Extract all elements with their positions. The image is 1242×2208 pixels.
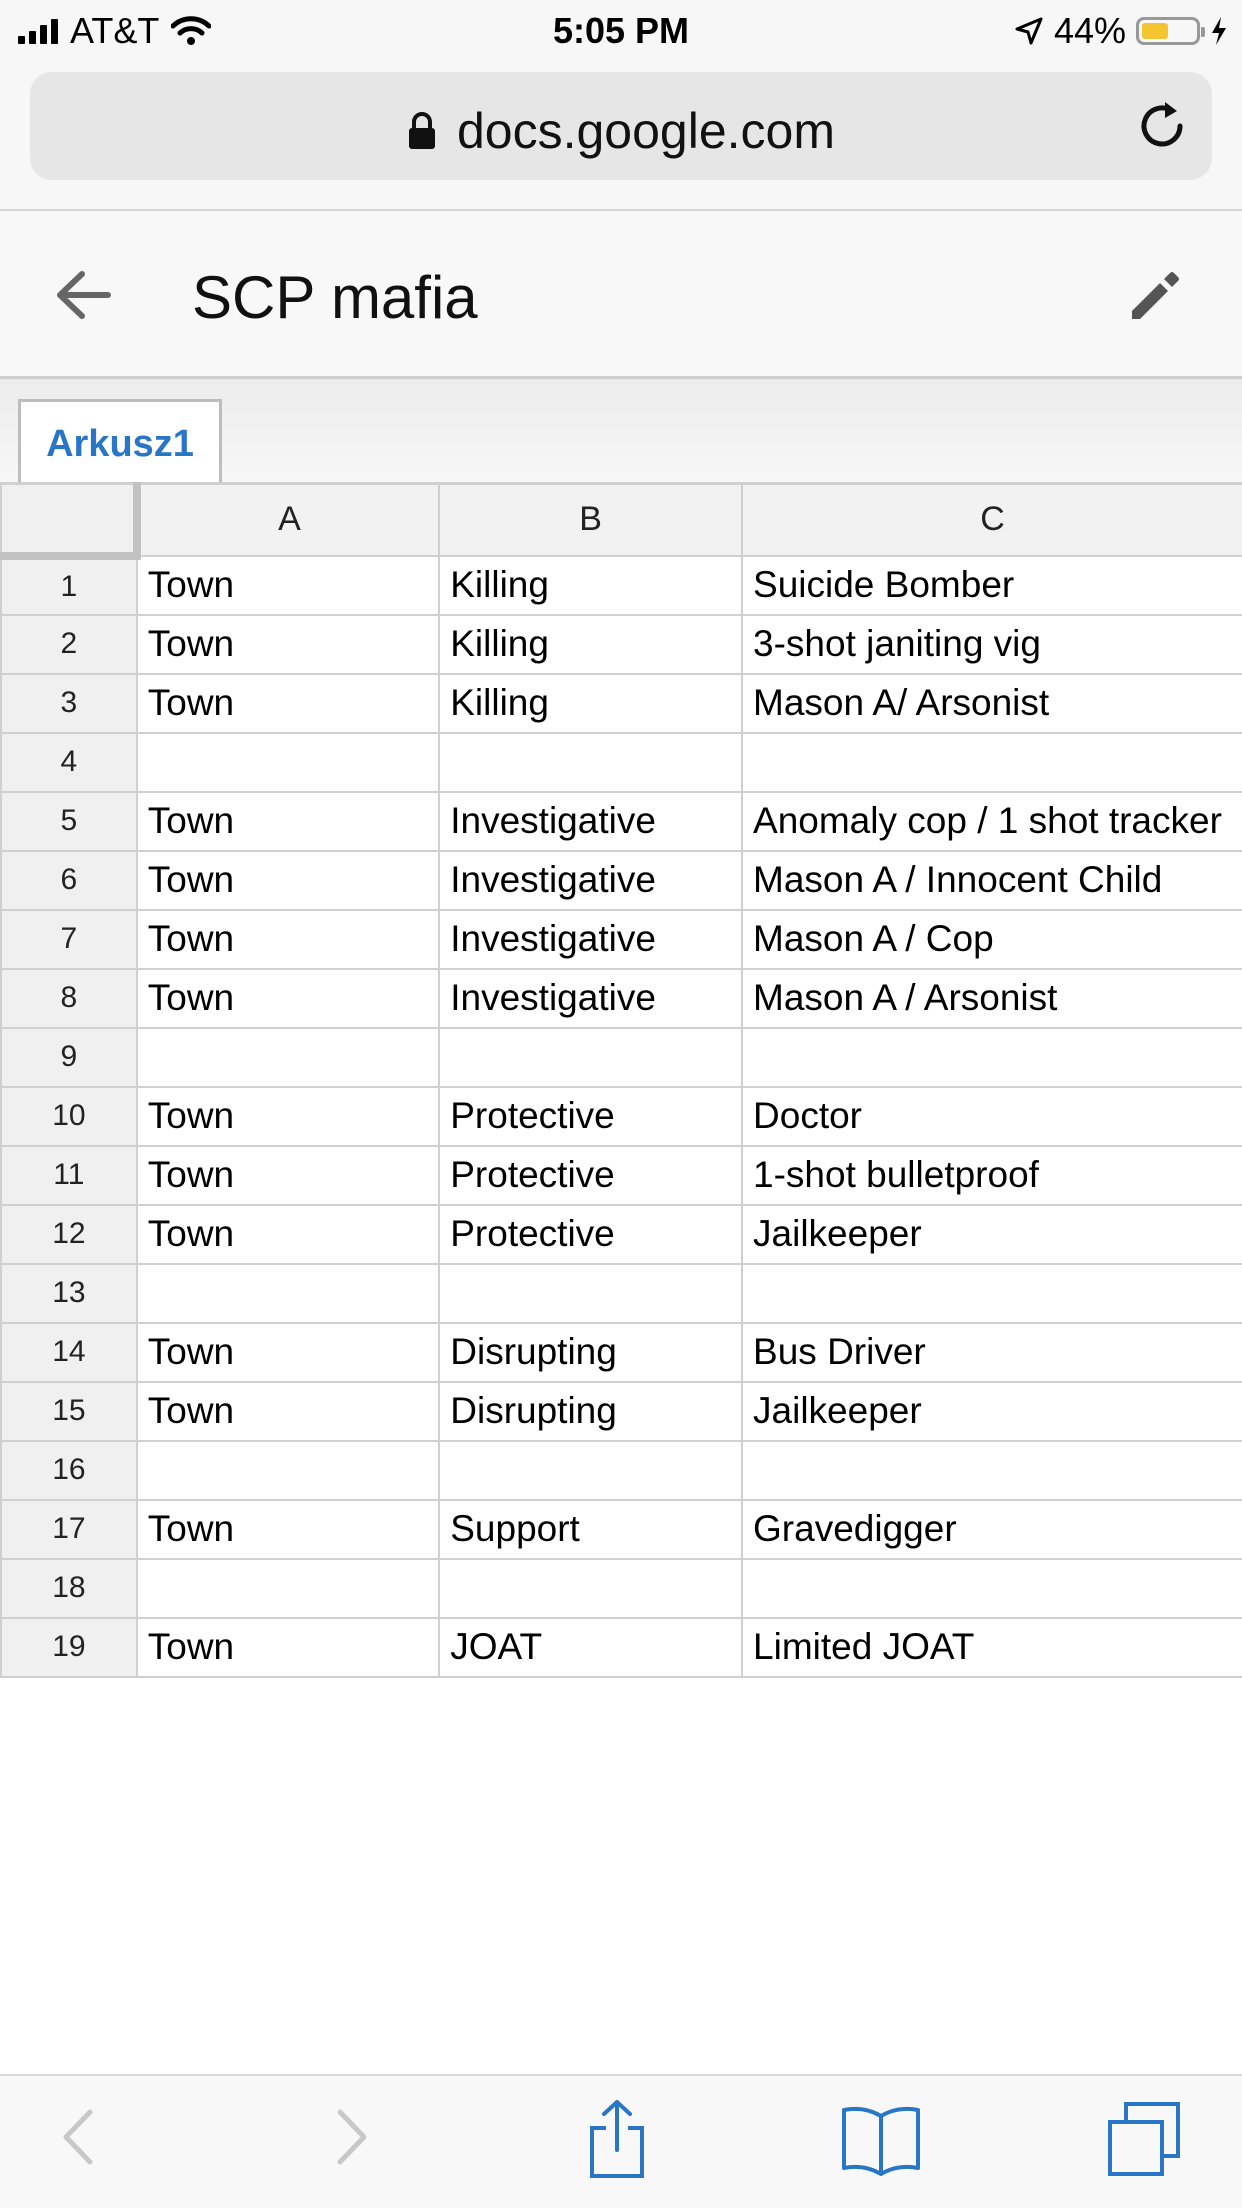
column-header-a[interactable]: A <box>137 484 440 556</box>
charging-icon <box>1210 16 1228 46</box>
doc-title: SCP mafia <box>192 264 478 331</box>
table-row <box>1 674 1242 733</box>
cell-a[interactable]: Town <box>137 792 440 851</box>
cell-a[interactable] <box>137 733 440 792</box>
cell-c[interactable]: Jailkeeper <box>742 1382 1242 1441</box>
cell-c[interactable] <box>742 1028 1242 1087</box>
table-row <box>1 1559 1242 1618</box>
back-arrow-icon[interactable] <box>54 269 112 321</box>
cell-c[interactable]: Suicide Bomber <box>742 556 1242 615</box>
table-row <box>1 792 1242 851</box>
cell-b[interactable]: Protective <box>439 1146 742 1205</box>
table-row <box>1 910 1242 969</box>
row-number[interactable]: 9 <box>1 1028 137 1087</box>
cell-a[interactable]: Town <box>137 851 440 910</box>
table-row <box>1 1382 1242 1441</box>
cell-c[interactable] <box>742 733 1242 792</box>
row-number[interactable]: 7 <box>1 910 137 969</box>
cell-c[interactable]: Bus Driver <box>742 1323 1242 1382</box>
cell-b[interactable]: Disrupting <box>439 1323 742 1382</box>
cell-a[interactable]: Town <box>137 1618 440 1677</box>
tabs-icon[interactable] <box>1104 2100 1184 2180</box>
row-number[interactable]: 10 <box>1 1087 137 1146</box>
cell-c[interactable]: 1-shot bulletproof <box>742 1146 1242 1205</box>
sheet-tab-arkusz1[interactable]: Arkusz1 <box>18 399 222 483</box>
table-row <box>1 851 1242 910</box>
cell-a[interactable] <box>137 1028 440 1087</box>
cell-b[interactable]: Investigative <box>439 792 742 851</box>
cell-a[interactable]: Town <box>137 1205 440 1264</box>
cell-a[interactable]: Town <box>137 1382 440 1441</box>
clock: 5:05 PM <box>552 10 690 51</box>
cell-a[interactable] <box>137 1264 440 1323</box>
column-header-row <box>1 484 1242 556</box>
row-number[interactable]: 6 <box>1 851 137 910</box>
row-number[interactable]: 12 <box>1 1205 137 1264</box>
cell-a[interactable] <box>137 1559 440 1618</box>
table-row <box>1 1205 1242 1264</box>
cell-b[interactable]: Investigative <box>439 851 742 910</box>
cell-a[interactable]: Town <box>137 1500 440 1559</box>
cell-b[interactable]: Killing <box>439 556 742 615</box>
row-number[interactable]: 11 <box>1 1146 137 1205</box>
battery-percent: 44% <box>1053 10 1126 51</box>
cell-a[interactable]: Town <box>137 556 440 615</box>
battery-icon <box>1136 17 1200 45</box>
cell-a[interactable]: Town <box>137 910 440 969</box>
column-header-c[interactable]: C <box>742 484 1242 556</box>
row-number[interactable]: 19 <box>1 1618 137 1677</box>
edit-pencil-icon[interactable] <box>1124 267 1184 327</box>
url-domain: docs.google.com <box>456 103 835 159</box>
address-bar[interactable] <box>30 72 1212 180</box>
table-row <box>1 969 1242 1028</box>
cell-b[interactable]: Disrupting <box>439 1382 742 1441</box>
cell-c[interactable]: Mason A / Innocent Child <box>742 851 1242 910</box>
row-number[interactable]: 14 <box>1 1323 137 1382</box>
table-row <box>1 615 1242 674</box>
cell-a[interactable]: Town <box>137 1323 440 1382</box>
select-all-corner[interactable] <box>1 484 137 556</box>
cell-b[interactable] <box>439 1028 742 1087</box>
browser-toolbar <box>0 2074 1242 2208</box>
row-number[interactable]: 18 <box>1 1559 137 1618</box>
cell-b[interactable]: Investigative <box>439 969 742 1028</box>
location-icon <box>1014 16 1044 46</box>
table-row <box>1 1264 1242 1323</box>
cell-c[interactable] <box>742 1264 1242 1323</box>
table-row <box>1 733 1242 792</box>
cell-a[interactable]: Town <box>137 1146 440 1205</box>
doc-header <box>0 211 1242 379</box>
cell-c[interactable]: Mason A/ Arsonist <box>742 674 1242 733</box>
cell-b[interactable]: Support <box>439 1500 742 1559</box>
browser-address-area <box>0 62 1242 211</box>
cell-a[interactable] <box>137 1441 440 1500</box>
cell-c[interactable]: 3-shot janiting vig <box>742 615 1242 674</box>
cell-c[interactable] <box>742 1441 1242 1500</box>
carrier-label: AT&T <box>70 10 160 51</box>
row-number[interactable]: 3 <box>1 674 137 733</box>
table-row <box>1 1146 1242 1205</box>
cell-b[interactable]: Protective <box>439 1087 742 1146</box>
cell-b[interactable]: Investigative <box>439 910 742 969</box>
cell-b[interactable]: Protective <box>439 1205 742 1264</box>
table-row <box>1 1618 1242 1677</box>
row-number[interactable]: 16 <box>1 1441 137 1500</box>
cell-b[interactable]: Killing <box>439 674 742 733</box>
status-bar <box>0 0 1242 62</box>
cell-c[interactable]: Limited JOAT <box>742 1618 1242 1677</box>
table-row <box>1 1323 1242 1382</box>
row-number[interactable]: 8 <box>1 969 137 1028</box>
cell-c[interactable] <box>742 1559 1242 1618</box>
cell-c[interactable]: Doctor <box>742 1087 1242 1146</box>
table-row <box>1 556 1242 615</box>
row-number[interactable]: 15 <box>1 1382 137 1441</box>
cell-b[interactable] <box>439 1441 742 1500</box>
cell-c[interactable]: Anomaly cop / 1 shot tracker <box>742 792 1242 851</box>
forward-arrow-icon[interactable] <box>332 2106 372 2168</box>
cell-a[interactable]: Town <box>137 674 440 733</box>
cell-c[interactable]: Gravedigger <box>742 1500 1242 1559</box>
cell-c[interactable]: Jailkeeper <box>742 1205 1242 1264</box>
bookmarks-icon[interactable] <box>838 2104 924 2178</box>
reload-icon[interactable] <box>1134 98 1190 154</box>
cell-b[interactable]: JOAT <box>439 1618 742 1677</box>
cell-c[interactable]: Mason A / Cop <box>742 910 1242 969</box>
row-number[interactable]: 13 <box>1 1264 137 1323</box>
table-row <box>1 1028 1242 1087</box>
spreadsheet-grid <box>0 482 1242 1678</box>
row-number[interactable]: 17 <box>1 1500 137 1559</box>
table-row <box>1 1500 1242 1559</box>
row-number[interactable]: 4 <box>1 733 137 792</box>
column-header-b[interactable]: B <box>439 484 742 556</box>
cell-b[interactable]: Killing <box>439 615 742 674</box>
cell-b[interactable] <box>439 733 742 792</box>
share-icon[interactable] <box>584 2098 650 2180</box>
cell-a[interactable]: Town <box>137 969 440 1028</box>
cell-a[interactable]: Town <box>137 615 440 674</box>
sheet-tab-strip <box>0 379 1242 483</box>
row-number[interactable]: 2 <box>1 615 137 674</box>
cell-b[interactable] <box>439 1559 742 1618</box>
back-arrow-icon[interactable] <box>58 2106 98 2168</box>
table-row <box>1 1441 1242 1500</box>
row-number[interactable]: 5 <box>1 792 137 851</box>
cell-a[interactable]: Town <box>137 1087 440 1146</box>
row-number[interactable]: 1 <box>1 556 137 615</box>
cell-c[interactable]: Mason A / Arsonist <box>742 969 1242 1028</box>
cell-b[interactable] <box>439 1264 742 1323</box>
table-row <box>1 1087 1242 1146</box>
lock-icon <box>407 111 437 151</box>
